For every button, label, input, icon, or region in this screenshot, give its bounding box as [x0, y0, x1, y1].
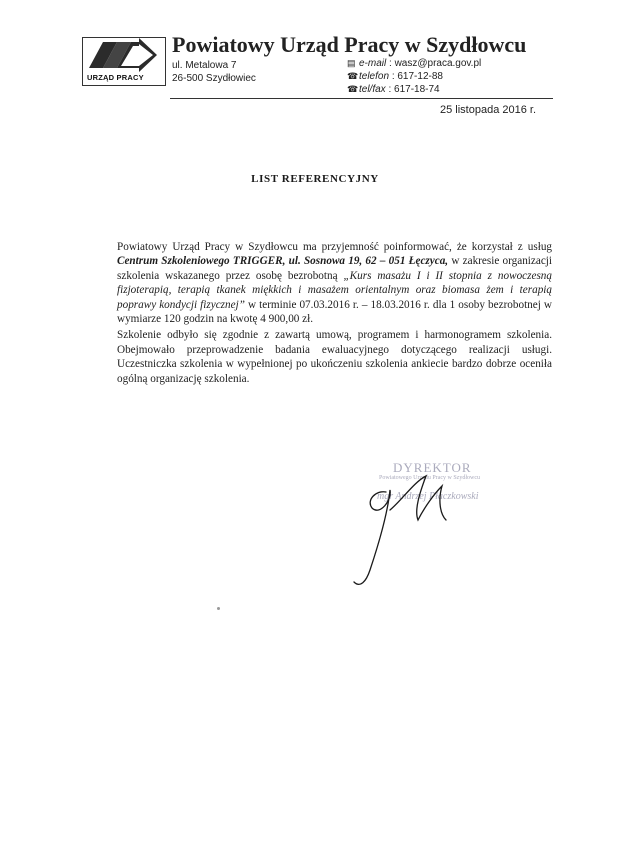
phone-label: telefon: [359, 71, 390, 82]
paragraph-1: [117, 240, 552, 326]
fax-icon: ☎: [347, 84, 359, 94]
organization-name: Powiatowy Urząd Pracy w Szydłowcu: [172, 32, 527, 57]
handwritten-signature: [330, 470, 510, 590]
paragraph-2: [117, 328, 552, 386]
letter-body: [117, 240, 552, 386]
email-label: e-mail: [359, 58, 387, 69]
header-divider: [170, 98, 553, 99]
email-icon: ▤: [347, 58, 356, 68]
letter-title: LIST REFERENCYJNY: [251, 173, 379, 185]
email-value: : wasz@praca.gov.pl: [389, 58, 482, 69]
p1-course-name: „Kurs masażu I i II stopnia z nowoczesną fizjoterapią, terapią tkanek miękkich i masażem orientalnym oraz biomasa żem i terapią poprawy kondycji fizycznej”: [117, 269, 552, 311]
address-city: 26-500 Szydłowiec: [172, 73, 256, 84]
address-street: ul. Metalowa 7: [172, 60, 237, 71]
fax-value: : 617-18-74: [388, 84, 440, 95]
stamp-office: Powiatowego Urzędu Pracy w Szydłowcu: [379, 475, 480, 481]
p1-intro: Powiatowy Urząd Pracy w Szydłowcu ma przyjemność poinformować,: [117, 241, 452, 253]
office-logo: [82, 37, 166, 86]
p1-scope: w zakresie organizacji szkolenia wskazanego przez osobę bezrobotną: [117, 255, 553, 282]
scan-speck: [217, 607, 220, 610]
stamp-name: mgr Andrzej Płaczkowski: [377, 491, 479, 502]
phone-value: : 617-12-88: [391, 71, 443, 82]
fax-label: tel/fax: [359, 84, 386, 95]
p1-details: w terminie 07.03.2016 r. – 18.03.2016 r. dla 1 osoby bezrobotnej w wymiarze 120 godzin na kwotę 4 900,00 zł.: [117, 298, 552, 326]
logo-caption: URZĄD PRACY: [87, 73, 144, 82]
letter-date: 25 listopada 2016 r.: [440, 104, 537, 116]
p2-text: Szkolenie odbyło się zgodnie z zawartą umową, programem i harmonogramem szkolenia. Obejmowało przeprowadzenie badania ewaluacyjnego dotyczącego realizacji usługi. Uczestniczka szkolenia w wypełnionej po ukończeniu szkolenia ankiecie bardzo dobrze oceniła ogólną organizację szkolenia.: [117, 329, 552, 385]
contact-fax: [347, 84, 440, 95]
phone-icon: ☎: [347, 71, 359, 81]
contact-email: [347, 58, 481, 69]
contact-phone: [347, 71, 443, 82]
stamp-title: DYREKTOR: [393, 460, 472, 475]
p1-services: że korzystał z usług: [456, 241, 553, 253]
p1-company: Centrum Szkoleniowego TRIGGER, ul. Sosnowa 19, 62 – 051 Łęczyca,: [117, 255, 449, 268]
